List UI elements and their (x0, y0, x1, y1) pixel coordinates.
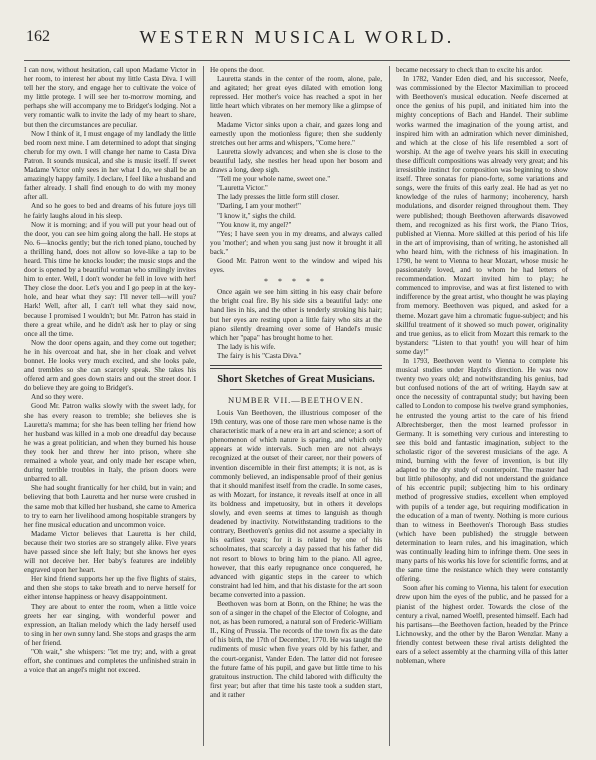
paragraph: And so they were. (31, 393, 84, 402)
paragraph: "I know it," sighs the child. (217, 211, 296, 220)
paragraph: Lauretta stands in the center of the room, alone, pale, and agitated; her great eyes dilated with emotion long repressed. Her mother's voice has reached a spot in her little heart which vibrates on her memory like a glimpse of heaven. (210, 75, 382, 120)
double-rule (210, 365, 382, 369)
paragraph: They are about to enter the room, when a little voice greets her ear singing, with wonderful power and expression, an Italian melody which the lady herself used to sing in her own sunny land. She stops and grasps the arm of her friend. (24, 602, 196, 647)
newspaper-page (24, 26, 570, 746)
paragraph: Beethoven was born at Bonn, on the Rhine; he was the son of a singer in the chapel of the Elector of Cologne, and not, as has been rumored, a natural son of Frederic-William II., King of Prussia. The records of the town fix as the date of his birth, the 17th of December, 1770. He was taught the rudiments of music when five years old by his father, and the court-organist, Vander Eden. The latter did not foresee the future fame of his pupil, and gave but little time to his gratuitous instruction. The child labored with difficulty the first year; but after that time his taste took a sudden start, and it rather (210, 599, 382, 699)
paragraph: In 1782, Vander Eden died, and his successor, Neefe, was commissioned by the Elector Maximilian to proceed with Beethoven's musical education. Neefe discerned at once the genius of his pupil, and initiated him into the mighty conceptions of Bach and Handel. Their sublime works warmed the imagination of the young artist, and inspired him with an admiration which never diminished, and which at the close of his life resembled a sort of worship. At the age of twelve years his skill in executing these difficult compositions was already very great; and his irresistible instinct for composition was beginning to show itself. Three sonatas for piano-forte, some variations and songs, were the fruits of this early zeal. He had as yet no knowledge of the rules of harmony; incoherency, harsh modulations, and disorder reigned throughout them. They were published; though Beethoven afterwards disavowed them, and recognized as his first work, the Piano Trios, published at Vienna. More skilled at this period of his life in the art of improvising, than of writing, he astonished all who heard him, with the richness of his imagination. In 1790, he went to Vienna to hear Mozart, whose music he passionately loved, and to whom he had letters of recommendation. Mozart invited him to play; he commenced to improvise, and was at first listened to with indifference by the great artist, who thought he was playing from memory. Beethoven was piqued, and asked for a theme. Mozart gave him a chromatic fugue-subject; and his skillful treatment of it showed so much power, originality and true genius, as to elicit from Mozart this remark to the bystanders: "Listen to that youth! you will hear of him some day!" (396, 75, 568, 356)
paragraph: Now the door opens again, and they come out together; he in his overcoat and hat, she in her cloak and velvet bonnet. He looks very much excited, and she looks pale, and trembles so she can scarcely speak. She takes his offered arm and goes down stairs and out the street door. I do believe they are going to Bridget's. (24, 338, 196, 393)
paragraph: Soon after his coming to Vienna, his talent for execution drew upon him the eyes of the public, and he passed for a pianist of the highest order. Towards the close of the century a rival, named Woelfl, presented himself. Each had his partisans—the Beethoven faction, headed by the Prince Lichnowsky, and the other by the Baron Wenzlar. Many a friendly contest between these rival artists delighted the ears of a select assembly at the charming villa of this latter nobleman, where (396, 584, 568, 666)
column-1 (24, 66, 196, 746)
article-columns (24, 66, 570, 746)
paragraph: And so he goes to bed and dreams of his future joys till he fairly laughs aloud in his sleep. (24, 202, 196, 220)
paragraph: I can now, without hesitation, call upon Madame Victor in her room, to interest her about my little Casta Diva. I will tell her the story, and engage her to cultivate the voice of my little protege. I will see her to-morrow morning, and perhaps she will accompany me to Bridget's lodging. Not a very romantic walk to invite the lady of my heart to share, but then the circumstances are peculiar. (24, 66, 196, 129)
page-header (24, 26, 570, 61)
paragraph: Now it is morning; and if you will put your head out of the door, you can see him going along the hall. He stops at No. 6—knocks gently; but the rich toned piano, touched by a thrilling hand, does not allow so love-like a tap to be heard. This time he knocks louder; the music stops and the door is opened by a beautiful woman who smilingly invites him to enter. Well, I don't wonder he fell in love with her! They close the door. Let's you and I go peep in at the key-hole, and hear what they say: I'll never tell—will you? Hark! Well, after all, I can't tell what they said now, because I promised I wouldn't; but Mr. Patron has staid in there a great while, and he didn't ask her to play or sing once all the time. (24, 220, 196, 338)
paragraph: In 1793, Beethoven went to Vienna to complete his musical studies under Haydn's direction. He was now twenty two years old; and notwithstanding his genius, bad but confused notions of the art of writing. Haydn saw at once the necessity of contrapuntal study; but having been called to London to compose his twelve grand symphonies, he entrusted the young artist to the care of his friend Albrechtsberger, then the most learned professor in Germany. It is something very curious and interesting to see this bold and fantastic imagination, subject to the scholastic rigor of the severest musicians of the age. A mind, burning with the fever of invention, is but illy adapted to the dry study of counterpoint. The master had but little philosophy, and did not understand the guidance of his eccentric pupil; subjecting him to his ordinary method of progressive studies, excellent when employed with pupils of a tender age, but requiring modification in the education of a man of twenty. Nothing is more curious than to witness in Beethoven's Thorough Bass studies (which have been published) the struggle between determination to learn rules, and his imagination, which was continually leading him to infringe them. One sees in many parts of his works his love for scientific forms, and at the same time the resistance which they were constantly offering. (396, 357, 568, 584)
paragraph: Madame Victor sinks upon a chair, and gazes long and earnestly upon the motionless figure; then she suddenly stretches out her arms and whispers, "Come here." (210, 120, 382, 147)
paragraph: Lauretta slowly advances; and when she is close to the beautiful lady, she nestles her head upon her bosom and draws a long, deep sigh. (210, 147, 382, 175)
paragraph: Louis Van Beethoven, the illustrious composer of the 19th century, was one of those rare men whose name is the characteristic mark of a new era in art and science; a sort of phenomenon of which nature is sparing, and which only appears at wide intervals. Such men are not always recognized at the outset of their career, nor their powers of invention discernible in their first attempts; it is not, as is commonly believed, an indispensable proof of their genius that it should manifest itself from the cradle. In some cases, as with Mozart, for instance, it reveals itself at once in all its boldness and impetuosity, but in others it develops slowly, and even seems at times to languish as though deadened by inactivity. Notwithstanding traditions to the contrary, Beethoven's genius did not assume a specialty in his earliest years; for it is related by one of his schoolmates, that scarcely a day passed that his father did not resort to blows to bring him to the piano. All agree, however, that this early repugnance once conquered, he advanced with gigantic steps in the career to which constraint had led him, and that his distaste for the art soon became converted into a passion. (210, 409, 382, 599)
paragraph: became necessary to check than to excite his ardor. (396, 66, 543, 74)
heading-rule (230, 389, 362, 390)
column-3 (396, 66, 568, 746)
paragraph: The fairy is his "Casta Diva." (217, 351, 302, 360)
paragraph: "Yes; I have seen you in my dreams, and always called you 'mother'; and when you sang just now it brought it all back." (210, 229, 382, 256)
paragraph: "Darling, I am your mother!" (217, 202, 301, 211)
column-divider (203, 66, 204, 746)
section-break-stars: * * * * * (264, 277, 328, 287)
section-subheading: NUMBER VII.—BEETHOVEN. (228, 395, 364, 405)
paragraph: Good Mr. Patron walks slowly with the sweet lady, for she has every reason to tremble; she believes she is Lauretta's mamma; for she has been telling her friend how her husband was killed in a mob one dreadful day because he was a great politician, and when they burned his house they took her and threw her into prison, where she remained a whole year, and only made her escape when, during terrible troubles in Italy, the prison doors were unbarred to all. (24, 402, 196, 484)
paragraph: Madame Victor believes that Lauretta is her child, because their two stories are so strangely alike. Five years have passed since she left Italy; but she knows her eyes will not deceive her. Her baby's features are indelibly engraved upon her heart. (24, 529, 196, 575)
paragraph: "You know it, my angel?" (217, 220, 292, 229)
paragraph: He opens the door. (210, 66, 264, 74)
publication-title: WESTERN MUSICAL WORLD. (139, 27, 455, 47)
paragraph: The lady presses the little form still closer. (217, 193, 340, 202)
paragraph: She had sought frantically for her child, but in vain; and believing that both Lauretta and her nurse were crushed in the same mob that killed her husband, she came to America to try to earn her livelihood among hospitable strangers by her fine musical education and uncommon voice. (24, 484, 196, 529)
paragraph: Now I think of it, I must engage of my landlady the little bed room next mine. I am determined to adopt that singing cherub for my own. I will change her name to Casta Diva Patron. It sounds musical, and she is music itself. If sweet Madame Victor only sees in her what I do, we shall be an amazingly happy family. I declare, I feel like a husband and father already. I shall find enough to do with my money after all. (24, 129, 196, 202)
page-number: 162 (26, 28, 50, 45)
paragraph: "Oh wait," she whispers: "let me try; and, with a great effort, she continues and completes the unfinished strain in a voice that an angel's might not exceed. (24, 648, 196, 675)
paragraph: Her kind friend supports her up the five flights of stairs, and then she stops to take breath and to nerve herself for either intense happiness or heavy disappointment. (24, 575, 196, 602)
paragraph: Once again we see him sitting in his easy chair before the bright coal fire. By his side sits a beautiful lady: one hand lies in his, and the other is tenderly stroking his hair; but her eyes are resting upon a little fairy who sits at the piano silently dreaming over some of Handel's music which her "papa" has brought home to her. (210, 288, 382, 342)
column-divider (389, 66, 390, 746)
paragraph: "Lauretta Victor." (217, 184, 268, 193)
paragraph: "Tell me your whole name, sweet one." (217, 175, 331, 184)
section-heading: Short Sketches of Great Musicians. (217, 374, 375, 385)
column-2 (210, 66, 382, 746)
paragraph: The lady is his wife. (217, 342, 276, 351)
paragraph: Good Mr. Patron went to the window and wiped his eyes. (210, 256, 382, 275)
